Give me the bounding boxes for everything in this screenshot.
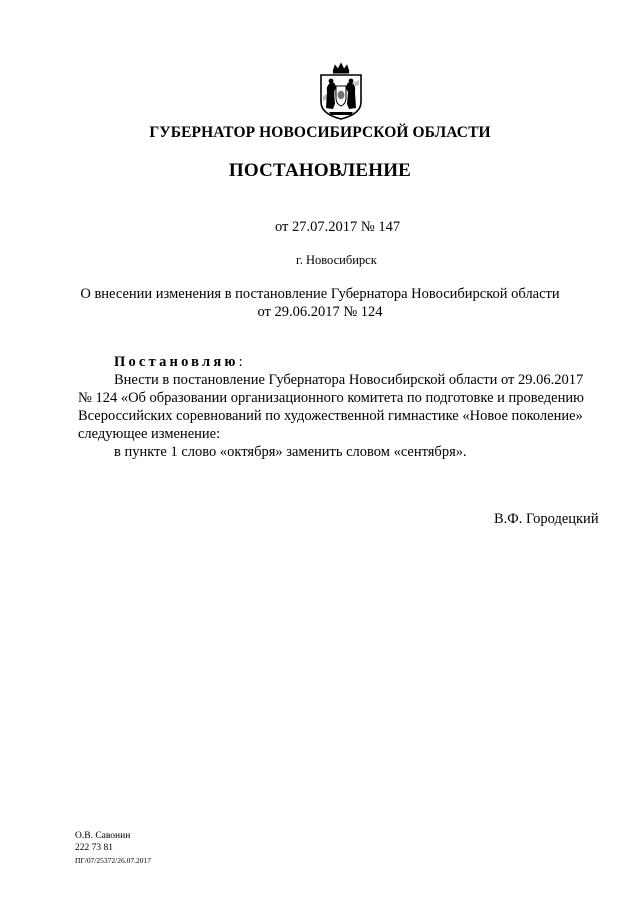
document-date-number: от 27.07.2017 № 147 (275, 219, 401, 235)
subject-line-1: О внесении изменения в постановление Губернатора Новосибирской области (80, 286, 560, 302)
organization-title: ГУБЕРНАТОР НОВОСИБИРСКОЙ ОБЛАСТИ (149, 124, 491, 141)
document-type-title: ПОСТАНОВЛЕНИЕ (228, 160, 412, 181)
document-city: г. Новосибирск (296, 253, 377, 267)
body-line-1: Внести в постановление Губернатора Новосибирской области от 29.06.2017 (114, 372, 584, 388)
coat-of-arms-icon (317, 62, 365, 120)
decree-colon: : (238, 354, 243, 370)
executor-name: О.В. Савонин (75, 831, 131, 841)
body-line-5: в пункте 1 слово «октября» заменить словом «сентября». (114, 444, 467, 460)
decree-heading (114, 354, 243, 371)
body-line-2: № 124 «Об образовании организационного комитета по подготовке и проведению (78, 390, 584, 406)
decree-word: Постановляю (114, 354, 239, 370)
signatory-name: В.Ф. Городецкий (494, 511, 599, 527)
registration-number: ПГ/07/25372/26.07.2017 (75, 856, 152, 865)
executor-phone: 222 73 81 (75, 843, 113, 853)
subject-line-2: от 29.06.2017 № 124 (257, 304, 383, 320)
body-line-4: следующее изменение: (78, 426, 221, 442)
body-line-3: Всероссийских соревнований по художественной гимнастике «Новое поколение» (78, 408, 583, 424)
